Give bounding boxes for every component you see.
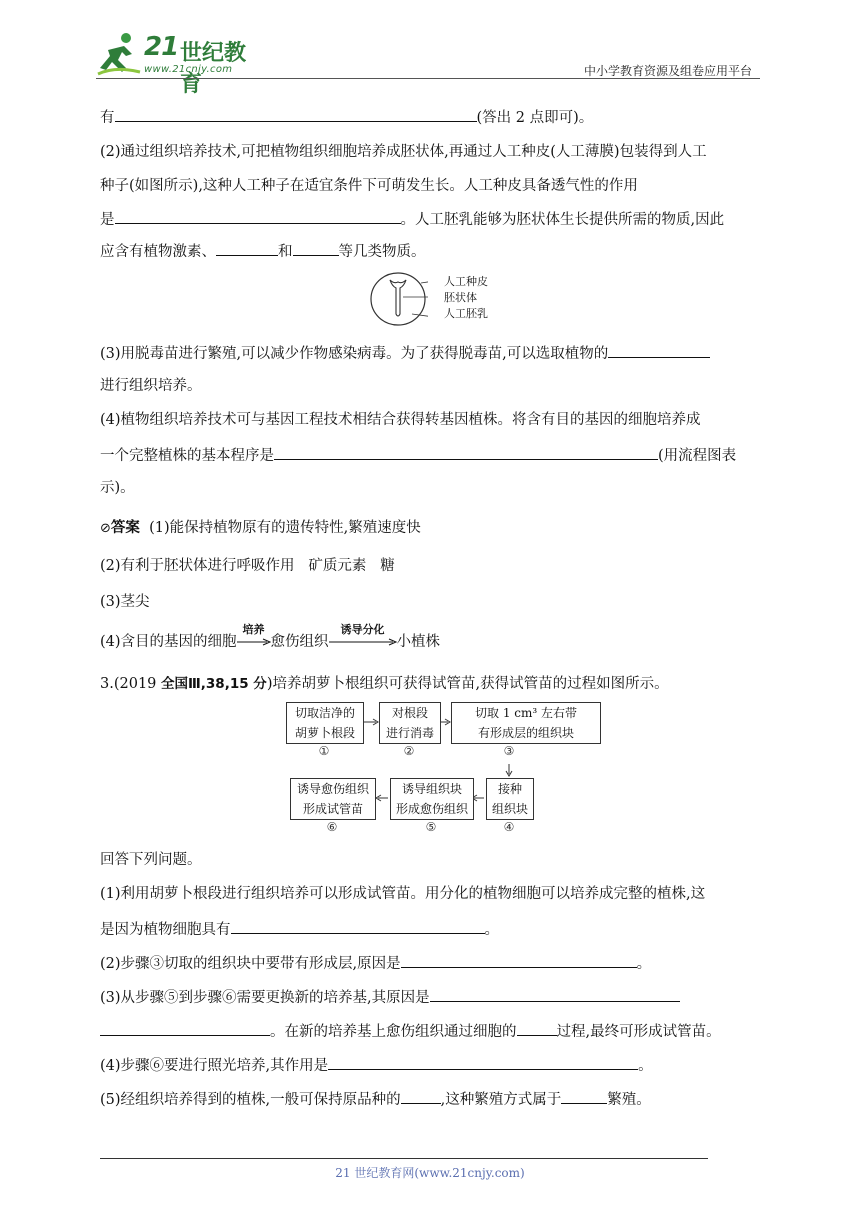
answer-blank [401,1088,441,1104]
q2-line-4: 是 。人工胚乳能够为胚状体生长提供所需的物质,因此 [100,208,724,230]
answer-blank [231,918,485,934]
q3-sub3-line1: (3)从步骤⑤到步骤⑥需要更换新的培养基,其原因是 [100,986,680,1008]
q3-sub2: (2)步骤③切取的组织块中要带有形成层,原因是 。 [100,952,651,974]
answer-blank [293,240,339,256]
answer-blank [561,1088,607,1104]
q2-line-2: (2)通过组织培养技术,可把植物组织细胞培养成胚状体,再通过人工种皮(人工薄膜)包装得到人工 [100,144,707,160]
answer-2: (2)有利于胚状体进行呼吸作用 矿质元素 糖 [100,558,395,574]
seed-label-coat: 人工种皮 [444,275,488,288]
answer-blank [100,1020,270,1036]
q3-prompt: 回答下列问题。 [100,852,202,868]
flow-step-6: 诱导愈伤组织 形成试管苗 [290,778,376,820]
footer-text: 21 世纪教育网(www.21cnjy.com) [335,1166,525,1180]
answer-blank [115,208,401,224]
q3-sub1-line2: 是因为植物细胞具有 。 [100,918,499,940]
answer-blank [216,240,278,256]
answer-blank [274,444,658,460]
seed-label-embryoid: 胚状体 [444,291,477,304]
answer-heading [100,518,421,539]
q2-line-3: 种子(如图所示),这种人工种子在适宜条件下可萌发生长。人工种皮具备透气性的作用 [100,178,638,194]
flow-step-3: 切取 1 cm³ 左右带 有形成层的组织块 [451,702,601,744]
culture-flow-diagram [284,702,604,842]
runner-icon [96,30,142,76]
q3-sub4: (4)步骤⑥要进行照光培养,其作用是 。 [100,1054,653,1076]
answer-blank [115,106,477,122]
answer-blank [517,1020,557,1036]
answer-4: (4)含目的基因的细胞 培养 愈伤组织 诱导分化 小植株 [100,623,441,650]
answer-blank [608,342,710,358]
q3-sub5: (5)经组织培养得到的植株,一般可保持原品种的 ,这种繁殖方式属于 繁殖。 [100,1088,651,1110]
q3-stem: 3.(2019 全国Ⅲ,38,15 分)培养胡萝卜根组织可获得试管苗,获得试管苗的过程如图所示。 [100,676,669,692]
flow-step-1: 切取洁净的 胡萝卜根段 [286,702,364,744]
header-divider [96,78,760,79]
logo-text: 世纪教育 [180,41,247,97]
flow-step-1-number: ① [318,744,330,758]
seed-drawing [368,270,428,328]
answer-blank [430,986,680,1002]
flow-step-6-number: ⑥ [326,820,338,834]
q2-line-10: 示)。 [100,480,135,496]
site-logo [96,28,266,97]
check-circle-icon: ⊘ [100,521,111,536]
q2-line-1: 有 (答出 2 点即可)。 [100,106,593,128]
flow-step-5-number: ⑤ [425,820,437,834]
q2-line-8: (4)植物组织培养技术可与基因工程技术相结合获得转基因植株。将含有目的基因的细胞培养成 [100,412,701,428]
q2-line-5: 应含有植物激素、 和 等几类物质。 [100,240,426,262]
flow-step-4-number: ④ [503,820,515,834]
answer-blank [328,1054,638,1070]
flow-step-3-number: ③ [503,744,515,758]
answer-title: 答案 [110,519,140,536]
logo-number: 21 [144,32,179,62]
q3-sub3-line2: 。在新的培养基上愈伤组织通过细胞的 过程,最终可形成试管苗。 [100,1020,721,1042]
artificial-seed-figure [368,270,498,328]
flow-arrow-culture: 培养 [237,634,271,646]
page-header [96,28,760,97]
flow-step-2: 对根段 进行消毒 [379,702,441,744]
q2-line-9: 一个完整植株的基本程序是 (用流程图表 [100,444,736,466]
seed-label-endosperm: 人工胚乳 [444,307,488,320]
flow-step-2-number: ② [403,744,415,758]
q2-line-7: 进行组织培养。 [100,378,202,394]
answer-3: (3)茎尖 [100,594,150,610]
flow-arrow-differentiate: 诱导分化 [329,634,397,646]
answer-1: (1)能保持植物原有的遗传特性,繁殖速度快 [149,520,421,536]
flow-step-5: 诱导组织块 形成愈伤组织 [390,778,474,820]
flow-step-4: 接种 组织块 [486,778,534,820]
q2-line-6: (3)用脱毒苗进行繁殖,可以减少作物感染病毒。为了获得脱毒苗,可以选取植物的 [100,342,710,364]
footer-divider [100,1158,708,1159]
answer-blank [401,952,637,968]
q3-sub1-line1: (1)利用胡萝卜根段进行组织培养可以形成试管苗。用分化的植物细胞可以培养成完整的植株,这 [100,886,706,902]
site-name: 中小学教育资源及组卷应用平台 [583,64,752,78]
logo-url: www.21cnjy.com [144,64,233,75]
